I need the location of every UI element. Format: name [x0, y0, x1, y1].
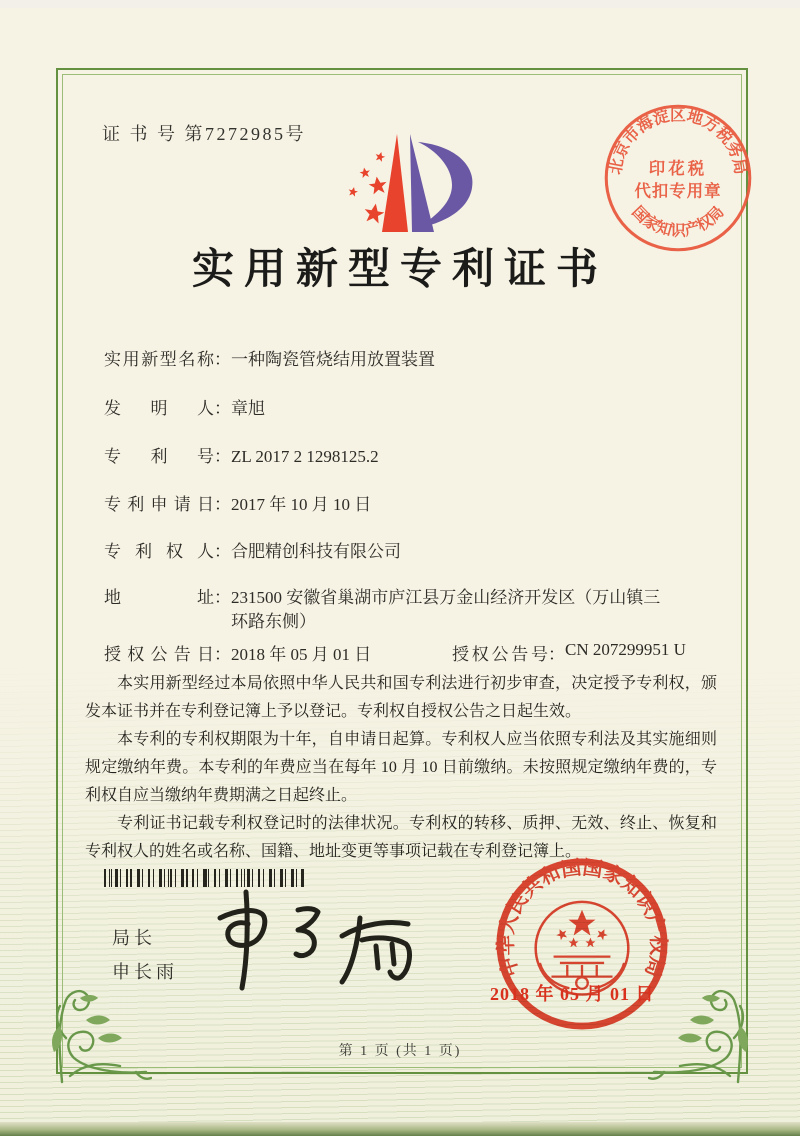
field-label: 专利号	[104, 447, 214, 466]
svg-text:国家知识产权局	[628, 202, 727, 240]
legal-text	[85, 670, 717, 866]
tax-stamp-top-arc: 北京市海淀区地方税务局	[607, 107, 749, 176]
grant-date-row	[104, 640, 371, 665]
director-signature-icon	[202, 884, 420, 996]
certificate-number: 证 书 号 第7272985号	[102, 124, 306, 144]
page-number: 第 1 页 (共 1 页)	[338, 1044, 462, 1059]
national-seal-icon	[482, 844, 682, 1044]
signer-name: 申长雨	[112, 962, 178, 982]
field-colon: ：	[214, 542, 231, 561]
certificate-title: 实用新型专利证书	[191, 247, 608, 293]
field-colon: ：	[214, 645, 231, 664]
tax-stamp-bottom-arc: 国家知识产权局	[628, 203, 728, 240]
field-row-patentee	[104, 540, 401, 564]
field-colon: ：	[214, 447, 231, 466]
grant-number-row	[452, 640, 686, 665]
field-label: 授权公告号	[452, 645, 548, 664]
field-row-patent-number	[104, 445, 379, 469]
field-colon: ：	[214, 350, 231, 369]
field-label: 地址	[104, 588, 214, 607]
field-value: 合肥精创科技有限公司	[231, 542, 401, 561]
field-label: 专利申请日	[104, 495, 214, 514]
paragraph: 专利证书记载专利权登记时的法律状况。专利权的转移、质押、无效、终止、恢复和专利权人的姓名或名称、国籍、地址变更等事项记载在专利登记簿上。	[85, 815, 717, 860]
field-value: 一种陶瓷管烧结用放置装置	[231, 350, 435, 369]
field-value: 231500 安徽省巢湖市庐江县万金山经济开发区（万山镇三环路东侧）	[231, 588, 661, 631]
page-bottom-edge	[0, 1122, 800, 1136]
paragraph: 本专利的专利权期限为十年，自申请日起算。专利权人应当依照专利法及其实施细则规定缴纳年费。本专利的年费应当在每年 10 月 10 日前缴纳。未按照规定缴纳年费的，专利权自应当缴纳年费期满之日起终止。	[85, 731, 717, 804]
field-row-filing-date	[104, 493, 371, 517]
certificate-page	[0, 8, 800, 1136]
field-label: 发明人	[104, 399, 214, 418]
field-label: 专利权人	[104, 542, 214, 561]
seal-date: 2018 年 05 月 01 日	[490, 984, 655, 1004]
field-colon: ：	[548, 645, 565, 664]
seal-ring-text: 中华人民共和国国家知识产权局	[495, 856, 669, 980]
field-value: 2017 年 10 月 10 日	[231, 495, 372, 514]
tax-stamp-center-line1: 印花税	[648, 158, 708, 178]
field-colon: ：	[214, 588, 231, 607]
field-value: ZL 2017 2 1298125.2	[231, 447, 379, 466]
field-colon: ：	[214, 495, 231, 514]
field-row-name	[104, 348, 435, 372]
field-label: 实用新型名称	[104, 350, 214, 369]
field-label: 授权公告日	[104, 645, 214, 664]
signer-title: 局长	[112, 928, 156, 948]
field-row-inventor	[104, 397, 265, 421]
field-row-address	[104, 586, 661, 634]
paragraph: 本实用新型经过本局依照中华人民共和国专利法进行初步审查，决定授予专利权，颁发本证书并在专利登记簿上予以登记。专利权自授权公告之日起生效。	[85, 675, 717, 720]
field-value: 章旭	[231, 399, 265, 418]
tax-stamp-center-line2: 代扣专用章	[634, 181, 722, 201]
grant-number-value: CN 207299951 U	[565, 640, 686, 659]
field-colon: ：	[214, 399, 231, 418]
corner-flourish-icon	[40, 986, 152, 1088]
grant-date-value: 2018 年 05 月 01 日	[231, 645, 372, 664]
cnipa-logo-icon	[322, 130, 478, 240]
